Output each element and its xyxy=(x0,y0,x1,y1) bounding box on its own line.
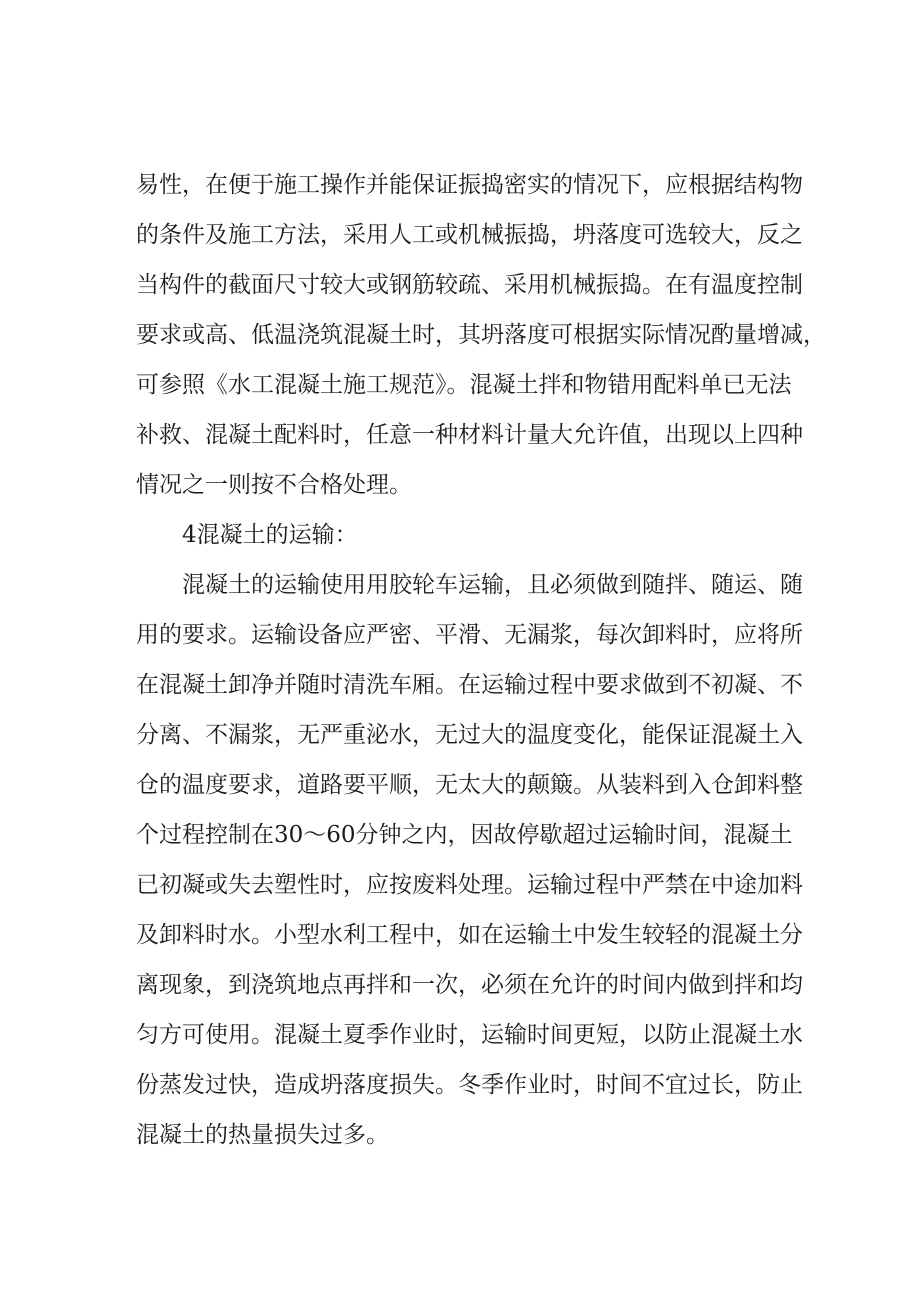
paragraph-line: 仓的温度要求，道路要平顺，无太大的颠簸。从装料到入仓卸料整 xyxy=(136,772,803,798)
paragraph-line: 用的要求。运输设备应严密、平滑、无漏浆，每次卸料时，应将所 xyxy=(136,622,803,648)
paragraph-line: 的条件及施工方法，采用人工或机械振捣，坍落度可选较大，反之 xyxy=(136,222,803,248)
paragraph-line: 当构件的截面尺寸较大或钢筋较疏、采用机械振捣。在有温度控制 xyxy=(136,272,803,298)
paragraph-line: 及卸料时水。小型水利工程中，如在运输土中发生较轻的混凝土分 xyxy=(136,922,803,948)
paragraph-line: 个过程控制在30～60分钟之内，因故停歇超过运输时间，混凝土 xyxy=(136,822,793,848)
paragraph-line: 要求或高、低温浇筑混凝土时，其坍落度可根据实际情况酌量增减， xyxy=(136,322,826,348)
paragraph-line: 混凝土的热量损失过多。 xyxy=(136,1122,389,1148)
paragraph-line: 已初凝或失去塑性时，应按废料处理。运输过程中严禁在中途加料 xyxy=(136,872,803,898)
paragraph-line: 匀方可使用。混凝土夏季作业时，运输时间更短，以防止混凝土水 xyxy=(136,1022,803,1048)
paragraph-line: 份蒸发过快，造成坍落度损失。冬季作业时，时间不宜过长，防止 xyxy=(136,1072,803,1098)
paragraph-line: 易性，在便于施工操作并能保证振捣密实的情况下，应根据结构物 xyxy=(136,172,803,198)
section-heading: 4混凝土的运输： xyxy=(182,522,358,548)
paragraph-line: 混凝土的运输使用用胶轮车运输，且必须做到随拌、随运、随 xyxy=(182,572,803,598)
paragraph-line: 在混凝土卸净并随时清洗车厢。在运输过程中要求做到不初凝、不 xyxy=(136,672,803,698)
paragraph-line: 可参照《水工混凝土施工规范》。混凝土拌和物错用配料单已无法 xyxy=(136,372,792,398)
paragraph-line: 分离、不漏浆，无严重泌水，无过大的温度变化，能保证混凝土入 xyxy=(136,722,803,748)
paragraph-line: 补救、混凝土配料时，任意一种材料计量大允许值，出现以上四种 xyxy=(136,422,803,448)
paragraph-line: 离现象，到浇筑地点再拌和一次，必须在允许的时间内做到拌和均 xyxy=(136,972,803,998)
paragraph-line: 情况之一则按不合格处理。 xyxy=(136,472,412,498)
